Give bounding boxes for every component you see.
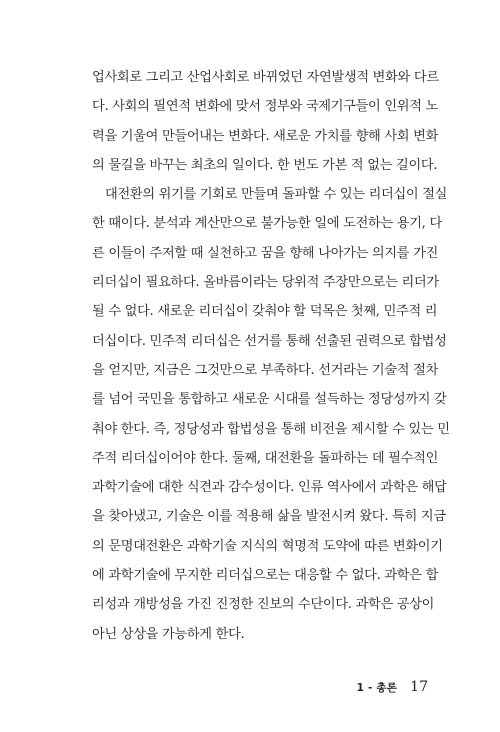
text-line: 춰야 한다. 즉, 정당성과 합법성을 통해 비전을 제시할 수 있는 민	[92, 421, 450, 437]
body-text	[92, 63, 450, 649]
text-line: 업사회로 그리고 산업사회로 바뀌었던 자연발생적 변화와 다르	[92, 70, 439, 85]
chapter-label: 1 - 총론	[356, 682, 398, 694]
text-line: 을 찾아냈고, 기술은 이를 적용해 삶을 발전시켜 왔다. 특히 지금	[92, 509, 446, 525]
text-line: 한 때이다. 분석과 계산만으로 불가능한 일에 도전하는 용기, 다	[92, 216, 442, 232]
text-line: 다. 사회의 필연적 변화에 맞서 정부와 국제기구들이 인위적 노	[92, 99, 439, 115]
text-line: 를 넘어 국민을 통합하고 새로운 시대를 설득하는 정당성까지 갖	[92, 392, 447, 408]
text-line: 더십이다. 민주적 리더십은 선거를 통해 선출된 권력으로 합법성	[92, 333, 447, 349]
text-line: 른 이들이 주저할 때 실천하고 꿈을 향해 나아가는 의지를 가진	[92, 245, 439, 261]
text-line: 과학기술에 대한 식견과 감수성이다. 인류 역사에서 과학은 해답	[92, 480, 447, 496]
text-line: 될 수 없다. 새로운 리더십이 갖춰야 할 덕목은 첫째, 민주적 리	[92, 304, 438, 320]
paragraph-first-line: 대전환의 위기를 기회로 만들며 돌파할 수 있는 리더십이 절실	[105, 187, 448, 203]
text-line: 주적 리더십이어야 한다. 둘째, 대전환을 돌파하는 데 필수적인	[92, 450, 439, 466]
page-number: 17	[410, 679, 428, 695]
page-footer	[357, 676, 428, 696]
text-line: 의 물길을 바꾸는 최초의 일이다. 한 번도 가본 적 없는 길이다.	[92, 157, 438, 173]
text-line: 에 과학기술에 무지한 리더십으로는 대응할 수 없다. 과학은 합	[92, 568, 439, 584]
text-line: 의 문명대전환은 과학기술 지식의 혁명적 도약에 따른 변화이기	[92, 538, 443, 554]
text-line: 리성과 개방성을 가진 진정한 진보의 수단이다. 과학은 공상이	[92, 597, 435, 613]
text-line: 리더십이 필요하다. 올바름이라는 당위적 주장만으로는 리더가	[92, 275, 439, 291]
text-line: 을 얻지만, 지금은 그것만으로 부족하다. 선거라는 기술적 절차	[92, 362, 439, 378]
paragraph-last-line: 아닌 상상을 가능하게 한다.	[92, 626, 245, 642]
text-line: 력을 기울여 만들어내는 변화다. 새로운 가치를 향해 사회 변화	[92, 128, 439, 144]
